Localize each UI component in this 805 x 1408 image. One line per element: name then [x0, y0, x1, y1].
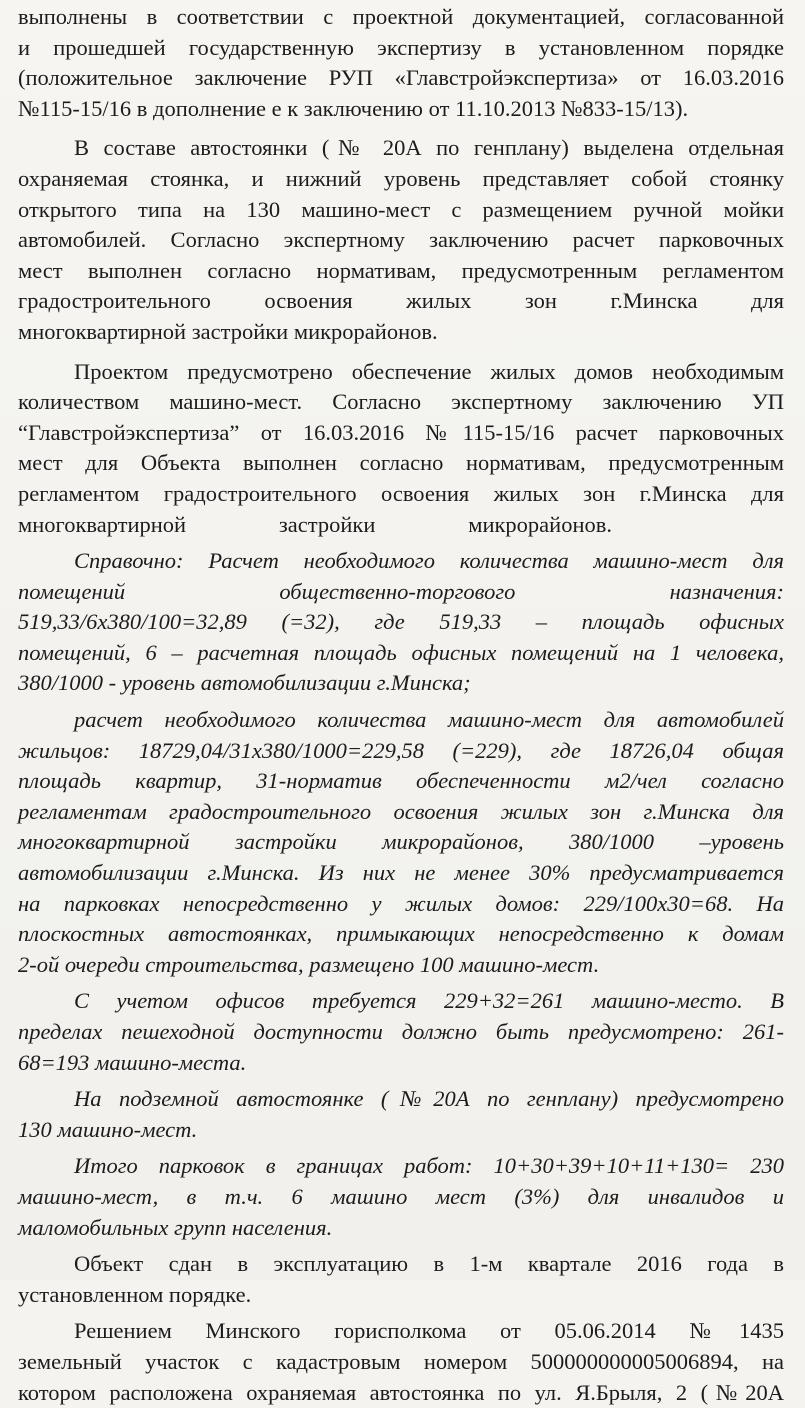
paragraph-total-parking — [18, 1151, 784, 1243]
text-line: и прошедшей государственную экспертизу в установленном порядке — [18, 34, 784, 60]
text-line: регламентам градостроительного освоения жилых зон г.Минска для — [18, 798, 784, 824]
text-line: количеством машино-мест. Согласно экспертному заключению УП — [18, 389, 784, 415]
text-line: 519,33/6х380/100=32,89 (=32), где 519,33 – площадь офисных — [18, 609, 784, 635]
text-line: В составе автостоянки (№ 20А по генплану) выделена отдельная — [74, 135, 784, 161]
text-line: помещений, 6 – расчетная площадь офисных помещений на 1 человека, — [18, 639, 784, 665]
text-line: маломобильных групп населения. — [18, 1214, 333, 1240]
text-line: Объект сдан в эксплуатацию в 1-м квартале 2016 года в — [74, 1251, 784, 1277]
text-line: Итого парковок в границах работ: 10+30+39+10+11+130= 230 — [74, 1153, 784, 1179]
text-line: мест выполнен согласно нормативам, предусмотренным регламентом — [18, 257, 784, 283]
text-line: многоквартирной застройки микрорайонов, 380/1000 –уровень — [18, 829, 784, 855]
text-line: жильцов: 18729,04/31х380/1000=229,58 (=229), где 18726,04 общая — [18, 737, 784, 763]
text-line: пределах пешеходной доступности должно быть предусмотрено: 261- — [18, 1019, 784, 1044]
text-line: Справочно: Расчет необходимого количества машино-мест для — [74, 548, 784, 574]
text-line: машино-мест, в т.ч. 6 машино мест (3%) для инвалидов и — [18, 1183, 784, 1209]
paragraph-executive-committee-decision — [18, 1316, 784, 1408]
paragraph-reference-office — [18, 546, 784, 699]
text-line: расчет необходимого количества машино-мест для автомобилей — [74, 707, 784, 733]
text-line: 380/1000 - уровень автомобилизации г.Минска; — [18, 670, 471, 696]
text-line: многоквартирной застройки микрорайонов. — [18, 511, 612, 537]
text-line: котором расположена охраняемая автостоянка по ул. Я.Брыля, 2 (№20А — [18, 1379, 784, 1405]
text-line: С учетом офисов требуется 229+32=261 машино-место. В — [74, 988, 784, 1014]
text-line: Проектом предусмотрено обеспечение жилых домов необходимым — [74, 358, 784, 384]
paragraph-project-provision — [18, 357, 784, 541]
text-line: плоскостных автостоянках, примыкающих непосредственно к домам — [18, 921, 784, 947]
text-line: открытого типа на 130 машино-мест с размещением ручной мойки — [18, 196, 784, 222]
paragraph-reference-residents — [18, 705, 784, 980]
text-line: на парковках непосредственно у жилых домов: 229/100х30=68. На — [18, 890, 784, 916]
text-line: автомобилизации г.Минска. Из них не менее 30% предусматривается — [18, 860, 784, 886]
text-line: площадь квартир, 31-норматив обеспеченности м2/чел согласно — [18, 768, 784, 794]
document-body — [18, 2, 784, 1408]
text-line: “Главстройэкспертиза” от 16.03.2016 №115-15/16 расчет парковочных — [18, 419, 784, 445]
text-line: регламентом градостроительного освоения жилых зон г.Минска для — [18, 480, 784, 506]
text-line: земельный участок с кадастровым номером 500000000005006894, на — [18, 1348, 784, 1374]
paragraph-offices-total — [18, 986, 784, 1078]
text-line: помещений общественно-торгового назначения: — [18, 578, 784, 604]
text-line: автомобилей. Согласно экспертному заключению расчет парковочных — [18, 227, 784, 253]
text-line: многоквартирной застройки микрорайонов. — [18, 318, 438, 344]
text-line: Решением Минского горисполкома от 05.06.2014 №1435 — [74, 1318, 784, 1344]
text-line: выполнены в соответствии с проектной документацией, согласованной — [18, 4, 784, 29]
paragraph-parking-composition — [18, 133, 784, 347]
text-line: мест для Объекта выполнен согласно нормативам, предусмотренным — [18, 450, 784, 476]
text-line: охраняемая стоянка, и нижний уровень представляет собой стоянку — [18, 165, 784, 191]
text-line: На подземной автостоянке (№20А по генплану) предусмотрено — [74, 1086, 784, 1112]
paragraph-underground-parking — [18, 1084, 784, 1145]
text-line: 68=193 машино-места. — [18, 1049, 247, 1075]
text-line: установленном порядке. — [18, 1281, 252, 1307]
text-line: градостроительного освоения жилых зон г.Минска для — [18, 288, 784, 314]
paragraph-continuation — [18, 2, 784, 124]
text-line: 130 машино-мест. — [18, 1116, 198, 1142]
text-line: (положительное заключение РУП «Главстройэкспертиза» от 16.03.2016 — [18, 65, 784, 91]
text-line: №115-15/16 в дополнение е к заключению от 11.10.2013 №833-15/13). — [18, 95, 689, 121]
text-line: 2-ой очереди строительства, размещено 100 машино-мест. — [18, 951, 600, 977]
